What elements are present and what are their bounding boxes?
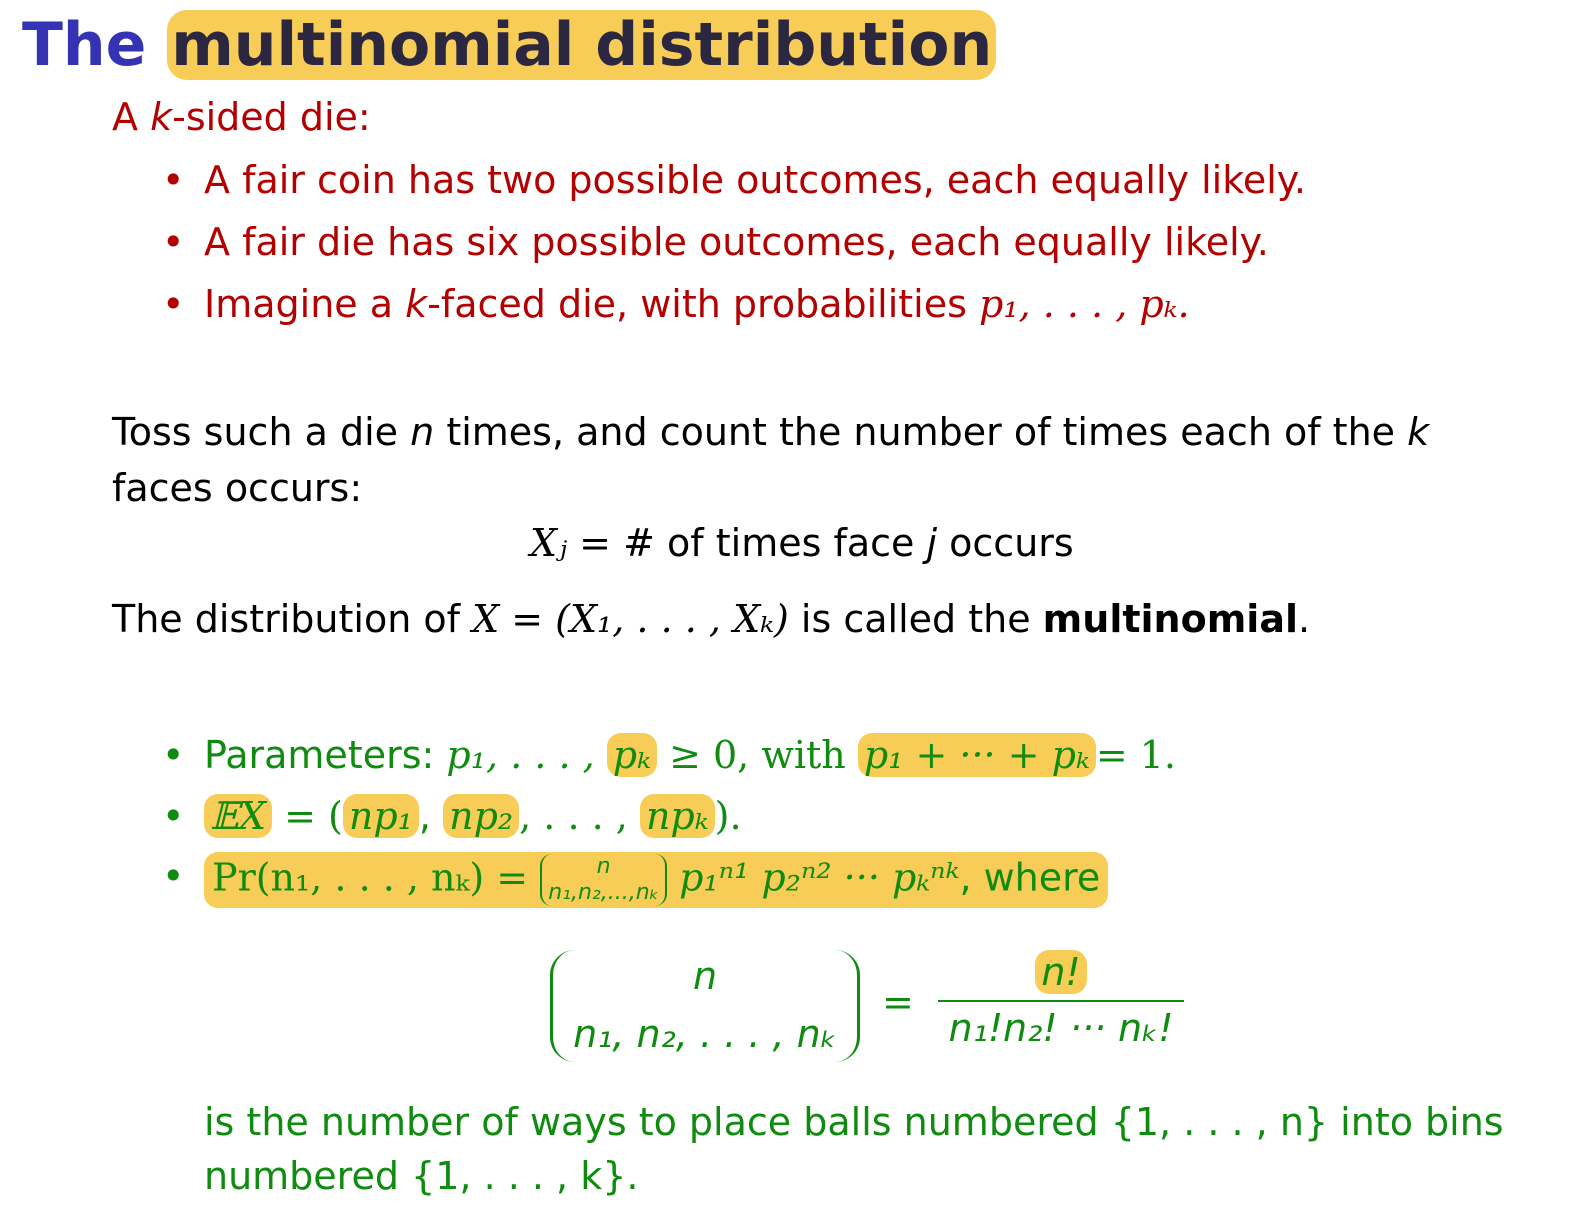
die-b3-k: k [405,282,428,326]
die-b3-post: -faced die, with probabilities [427,282,967,326]
pr-binom-top: n [596,854,611,879]
pr-hl: Pr(n₁, . . . , nₖ) = [212,855,529,900]
die-b3-math: p₁, . . . , pₖ. [979,282,1190,326]
prop-expectation: • 𝔼X = ( np₁ , np₂ , . . . , npₖ ). [204,794,742,838]
ex-dots: , . . . , [519,794,628,838]
distribution-statement [112,597,1310,641]
die-b3-pre: Imagine a [204,282,394,326]
ex-npk: npₖ [640,794,715,838]
ex-np2: np₂ [443,794,519,838]
dist-end: . [1297,597,1311,641]
coef-equals: = [882,980,914,1024]
die-heading-post: -sided die: [172,95,371,139]
die-bullet-kfaced [204,282,1190,326]
coef-top: n [692,954,718,998]
pr-binom-bot: n₁,n₂,...,nₖ [548,880,660,905]
dist-a: The distribution of [112,597,461,641]
def-text-a: of times face [667,521,915,565]
pr-where: , where [959,855,1101,900]
coef-numerator-row [938,950,1184,1002]
ex-hl: 𝔼X [204,794,272,838]
dist-b: is called the [800,597,1031,641]
coef-fraction [938,950,1184,1050]
ex-eq: = ( [284,794,343,838]
coef-bot: n₁, n₂, . . . , nₖ [573,1012,837,1056]
coef-denominator-row [938,1002,1184,1050]
prop-probability [204,852,1108,908]
ex-end: ). [714,794,742,838]
toss-definition [530,521,1074,565]
ways-line2: numbered {1, . . . , k}. [204,1154,639,1198]
param-math-b: ≥ 0, with [669,733,846,777]
param-pk: pₖ [607,733,657,777]
ways-line1: is the number of ways to place balls numbered {1, . . . , n} into bins [204,1100,1504,1144]
dist-bold: multinomial [1042,597,1298,641]
coef-binomial [550,950,860,1070]
pr-prod: p₁ⁿ¹ p₂ⁿ² ··· pₖⁿᵏ [679,855,960,900]
dist-math: X = (X₁, . . . , Xₖ) [472,597,789,641]
slide-title [22,10,996,80]
def-text-b: occurs [949,521,1074,565]
ex-np1: np₁ [343,794,419,838]
coef-denominator: n₁!n₂! ··· nₖ! [948,1006,1174,1050]
pr-binom [540,854,667,906]
die-bullet-die: • A fair die has six possible outcomes, each equally likely. [204,220,1269,264]
def-j: j [926,521,938,565]
def-x: Xⱼ = # [530,521,655,565]
die-heading [112,95,371,139]
param-math-a: p₁, . . . , [446,733,595,777]
title-prefix: The [22,10,147,80]
param-sum: p₁ + ··· + pₖ [858,733,1096,777]
toss-line1-b: times, and count the number of times each of the [446,410,1396,454]
toss-line1-a: Toss such a die [112,410,399,454]
prop-parameters [204,733,1176,777]
param-label: Parameters: [204,733,435,777]
toss-line2: faces occurs: [112,466,363,510]
param-end: = 1. [1095,733,1177,777]
die-heading-pre: A [112,95,138,139]
toss-k: k [1407,410,1430,454]
die-bullet-coin: • A fair coin has two possible outcomes, each equally likely. [204,158,1306,202]
toss-n: n [410,410,435,454]
title-highlight: multinomial distribution [167,10,996,80]
coef-numerator: n! [1035,950,1086,994]
die-heading-k: k [150,95,173,139]
toss-line1 [112,410,1429,454]
